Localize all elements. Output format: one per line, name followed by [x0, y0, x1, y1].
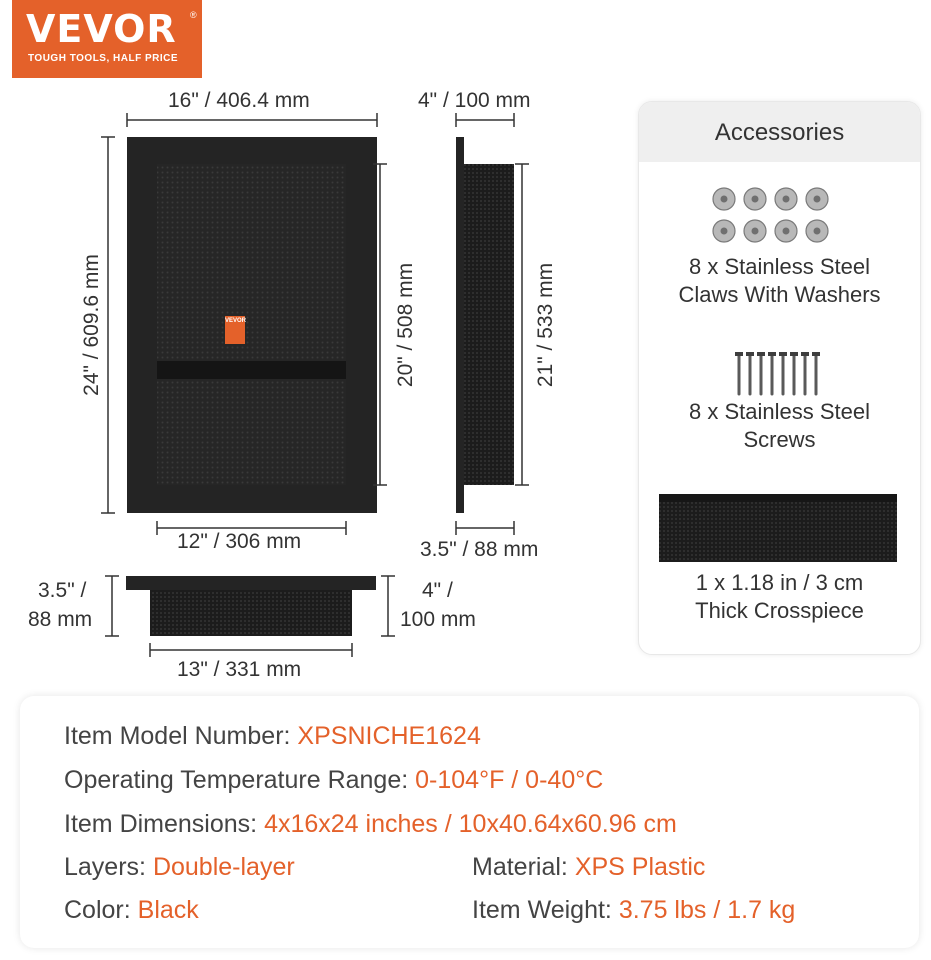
spec-weight-label: Item Weight: — [472, 896, 619, 924]
spec-layers-value: Double-layer — [152, 853, 295, 881]
dim-side-depth-top: 4" / 100 mm — [418, 89, 531, 112]
spec-model-label: Item Model Number: — [64, 722, 298, 750]
accessories-panel — [638, 101, 921, 655]
spec-temperature-label: Operating Temperature Range: — [64, 766, 416, 794]
spec-model-value: XPSNICHE1624 — [297, 722, 481, 750]
spec-model — [64, 720, 481, 752]
logo-registered-mark: ® — [190, 10, 197, 20]
crosspiece-icon — [659, 494, 897, 562]
dim-side-height: 21" / 533 mm — [534, 262, 557, 388]
claws-label-2: Claws With Washers — [678, 282, 881, 307]
specifications-panel — [20, 696, 919, 948]
accessories-title: Accessories — [639, 102, 920, 162]
dim-bottom-left-2: 88 mm — [28, 608, 93, 631]
spec-dimensions-value: 4x16x24 inches / 10x40.64x60.96 cm — [264, 810, 677, 838]
spec-material-value: XPS Plastic — [574, 853, 706, 881]
spec-layers-label: Layers: — [64, 853, 153, 881]
spec-material — [472, 851, 705, 883]
screws-icon — [731, 350, 831, 396]
dim-inner-height: 20" / 508 mm — [394, 262, 417, 388]
front-view — [127, 137, 377, 513]
spec-dimensions-label: Item Dimensions: — [64, 810, 265, 838]
dim-front-width: 16" / 406.4 mm — [168, 89, 310, 112]
crosspiece-label-1: 1 x 1.18 in / 3 cm — [695, 570, 864, 595]
logo-brand: VEVOR — [26, 7, 177, 51]
spec-color — [64, 894, 199, 926]
dim-inner-width: 12" / 306 mm — [177, 530, 302, 553]
spec-weight-value: 3.75 lbs / 1.7 kg — [618, 896, 796, 924]
spec-weight — [472, 894, 795, 926]
crosspiece-label-2: Thick Crosspiece — [695, 598, 864, 623]
dim-bottom-right-1: 4" / — [422, 579, 453, 602]
dim-front-height: 24" / 609.6 mm — [80, 254, 103, 396]
bottom-view — [126, 576, 376, 636]
logo-tagline: TOUGH TOOLS, HALF PRICE — [28, 53, 179, 64]
spec-color-label: Color: — [64, 896, 138, 924]
side-view — [456, 137, 514, 513]
spec-material-label: Material: — [472, 853, 575, 881]
screws-label-2: Screws — [743, 427, 816, 452]
spec-temperature — [64, 764, 603, 796]
product-tag-text: VEVOR — [225, 318, 247, 324]
spec-color-value: Black — [137, 896, 199, 924]
spec-dimensions — [64, 808, 677, 840]
claws-label-1: 8 x Stainless Steel — [689, 254, 870, 279]
claws-icon — [709, 184, 849, 248]
spec-temperature-value: 0-104°F / 0-40°C — [415, 766, 604, 794]
dim-side-depth-bottom: 3.5" / 88 mm — [420, 538, 539, 561]
dim-bottom-right-2: 100 mm — [400, 608, 476, 631]
dim-bottom-left-1: 3.5" / — [38, 579, 87, 602]
spec-layers — [64, 851, 295, 883]
dim-bottom-width: 13" / 331 mm — [177, 658, 302, 681]
screws-label-1: 8 x Stainless Steel — [689, 399, 870, 424]
